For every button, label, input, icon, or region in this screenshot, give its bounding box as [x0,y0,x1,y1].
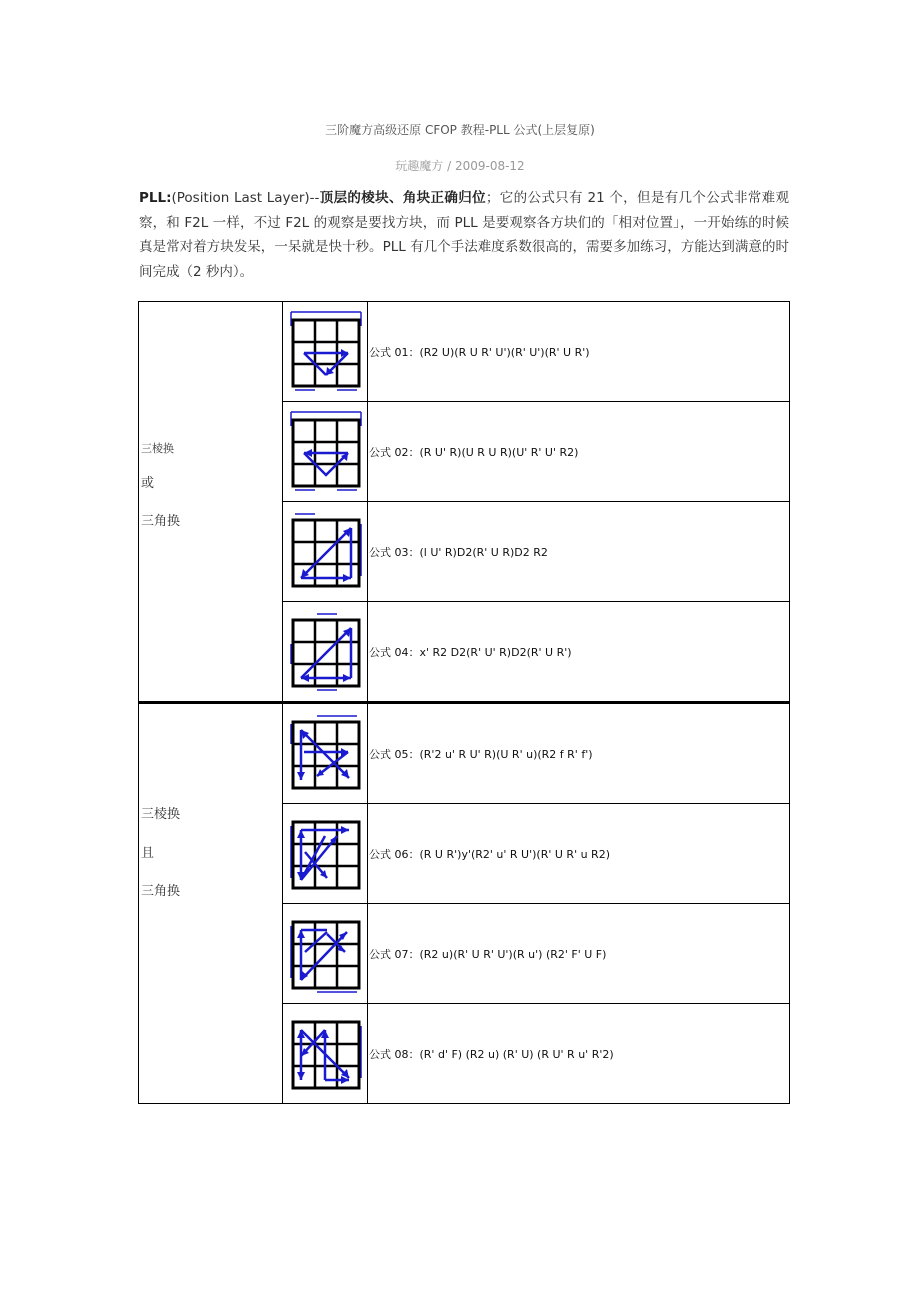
formula-cell [368,602,790,703]
formula-label: 公式 08： [369,1047,420,1061]
intro-lead: PLL: [139,190,172,206]
pll-diagram-icon [287,610,363,694]
table-row [139,703,790,804]
formula-text: (R2 U)(R U R' U')(R' U')(R' U R') [419,345,590,359]
pll-diagram-icon [287,912,363,996]
category-line: 且 [141,846,155,861]
category-line: 三棱换 [141,807,181,822]
formula-cell [368,1004,790,1104]
category-line: 或 [141,476,155,491]
formula-text: (R U' R)(U R U R)(U' R' U' R2) [419,445,579,459]
author-date: 玩趣魔方 / 2009-08-12 [395,159,525,173]
formula-text: (l U' R)D2(R' U R)D2 R2 [419,545,548,559]
formula-label: 公式 01： [369,345,420,359]
formula-text: (R2 u)(R' U R' U')(R u') (R2' F' U F) [419,947,607,961]
pll-diagram-cell [283,502,368,602]
pll-diagram-cell [283,904,368,1004]
pll-diagram-icon [287,1012,363,1096]
formula-cell [368,804,790,904]
pll-diagram-icon [287,812,363,896]
intro-topic: 顶层的棱块、角块正确归位 [319,190,486,206]
formula-text: (R U R')y'(R2' u' R U')(R' U R' u R2) [419,847,610,861]
pll-diagram-icon [287,510,363,594]
formula-label: 公式 06： [369,847,420,861]
formula-text: x' R2 D2(R' U' R)D2(R' U R') [419,645,572,659]
formula-cell [368,302,790,402]
category-cell-1 [139,302,283,703]
formula-cell [368,703,790,804]
pll-diagram-cell [283,1004,368,1104]
category-line: 三棱换 [141,442,174,455]
formula-cell [368,904,790,1004]
category-cell-2 [139,703,283,1104]
pll-diagram-icon [287,310,363,394]
document-title: 三阶魔方高级还原 CFOP 教程-PLL 公式(上层复原) [325,123,595,137]
pll-diagram-cell [283,402,368,502]
pll-diagram-cell [283,602,368,703]
intro-text: ；它的公式只有 21 个，但是有几个公式非常难观察，和 F2L 一样，不过 F2L 的观察是要找方块，而 PLL 是要观察各方块们的「相对位置」，一开始练的时候真是常对着方块发呆，一呆就是快十秒。PLL 有几个手法难度系数很高的，需要多加练习，方能达到满意的时间完成（2 秒内）。 [139,190,790,280]
formula-text: (R' d' F) (R2 u) (R' U) (R U' R u' R'2) [419,1047,614,1061]
category-line: 三角换 [141,884,181,899]
pll-formula-table [138,301,790,1104]
formula-label: 公式 05： [369,747,420,761]
formula-label: 公式 03： [369,545,420,559]
formula-label: 公式 02： [369,445,420,459]
formula-cell [368,502,790,602]
pll-diagram-cell [283,804,368,904]
formula-text: (R'2 u' R U' R)(U R' u)(R2 f R' f') [419,747,593,761]
table-row [139,302,790,402]
pll-diagram-cell [283,302,368,402]
intro-lead-paren: (Position Last Layer)-- [171,190,320,206]
formula-cell [368,402,790,502]
pll-diagram-icon [287,410,363,494]
intro-paragraph [139,186,789,284]
pll-diagram-cell [283,703,368,804]
category-line: 三角换 [141,514,181,529]
formula-label: 公式 04： [369,645,420,659]
pll-diagram-icon [287,712,363,796]
formula-label: 公式 07： [369,947,420,961]
